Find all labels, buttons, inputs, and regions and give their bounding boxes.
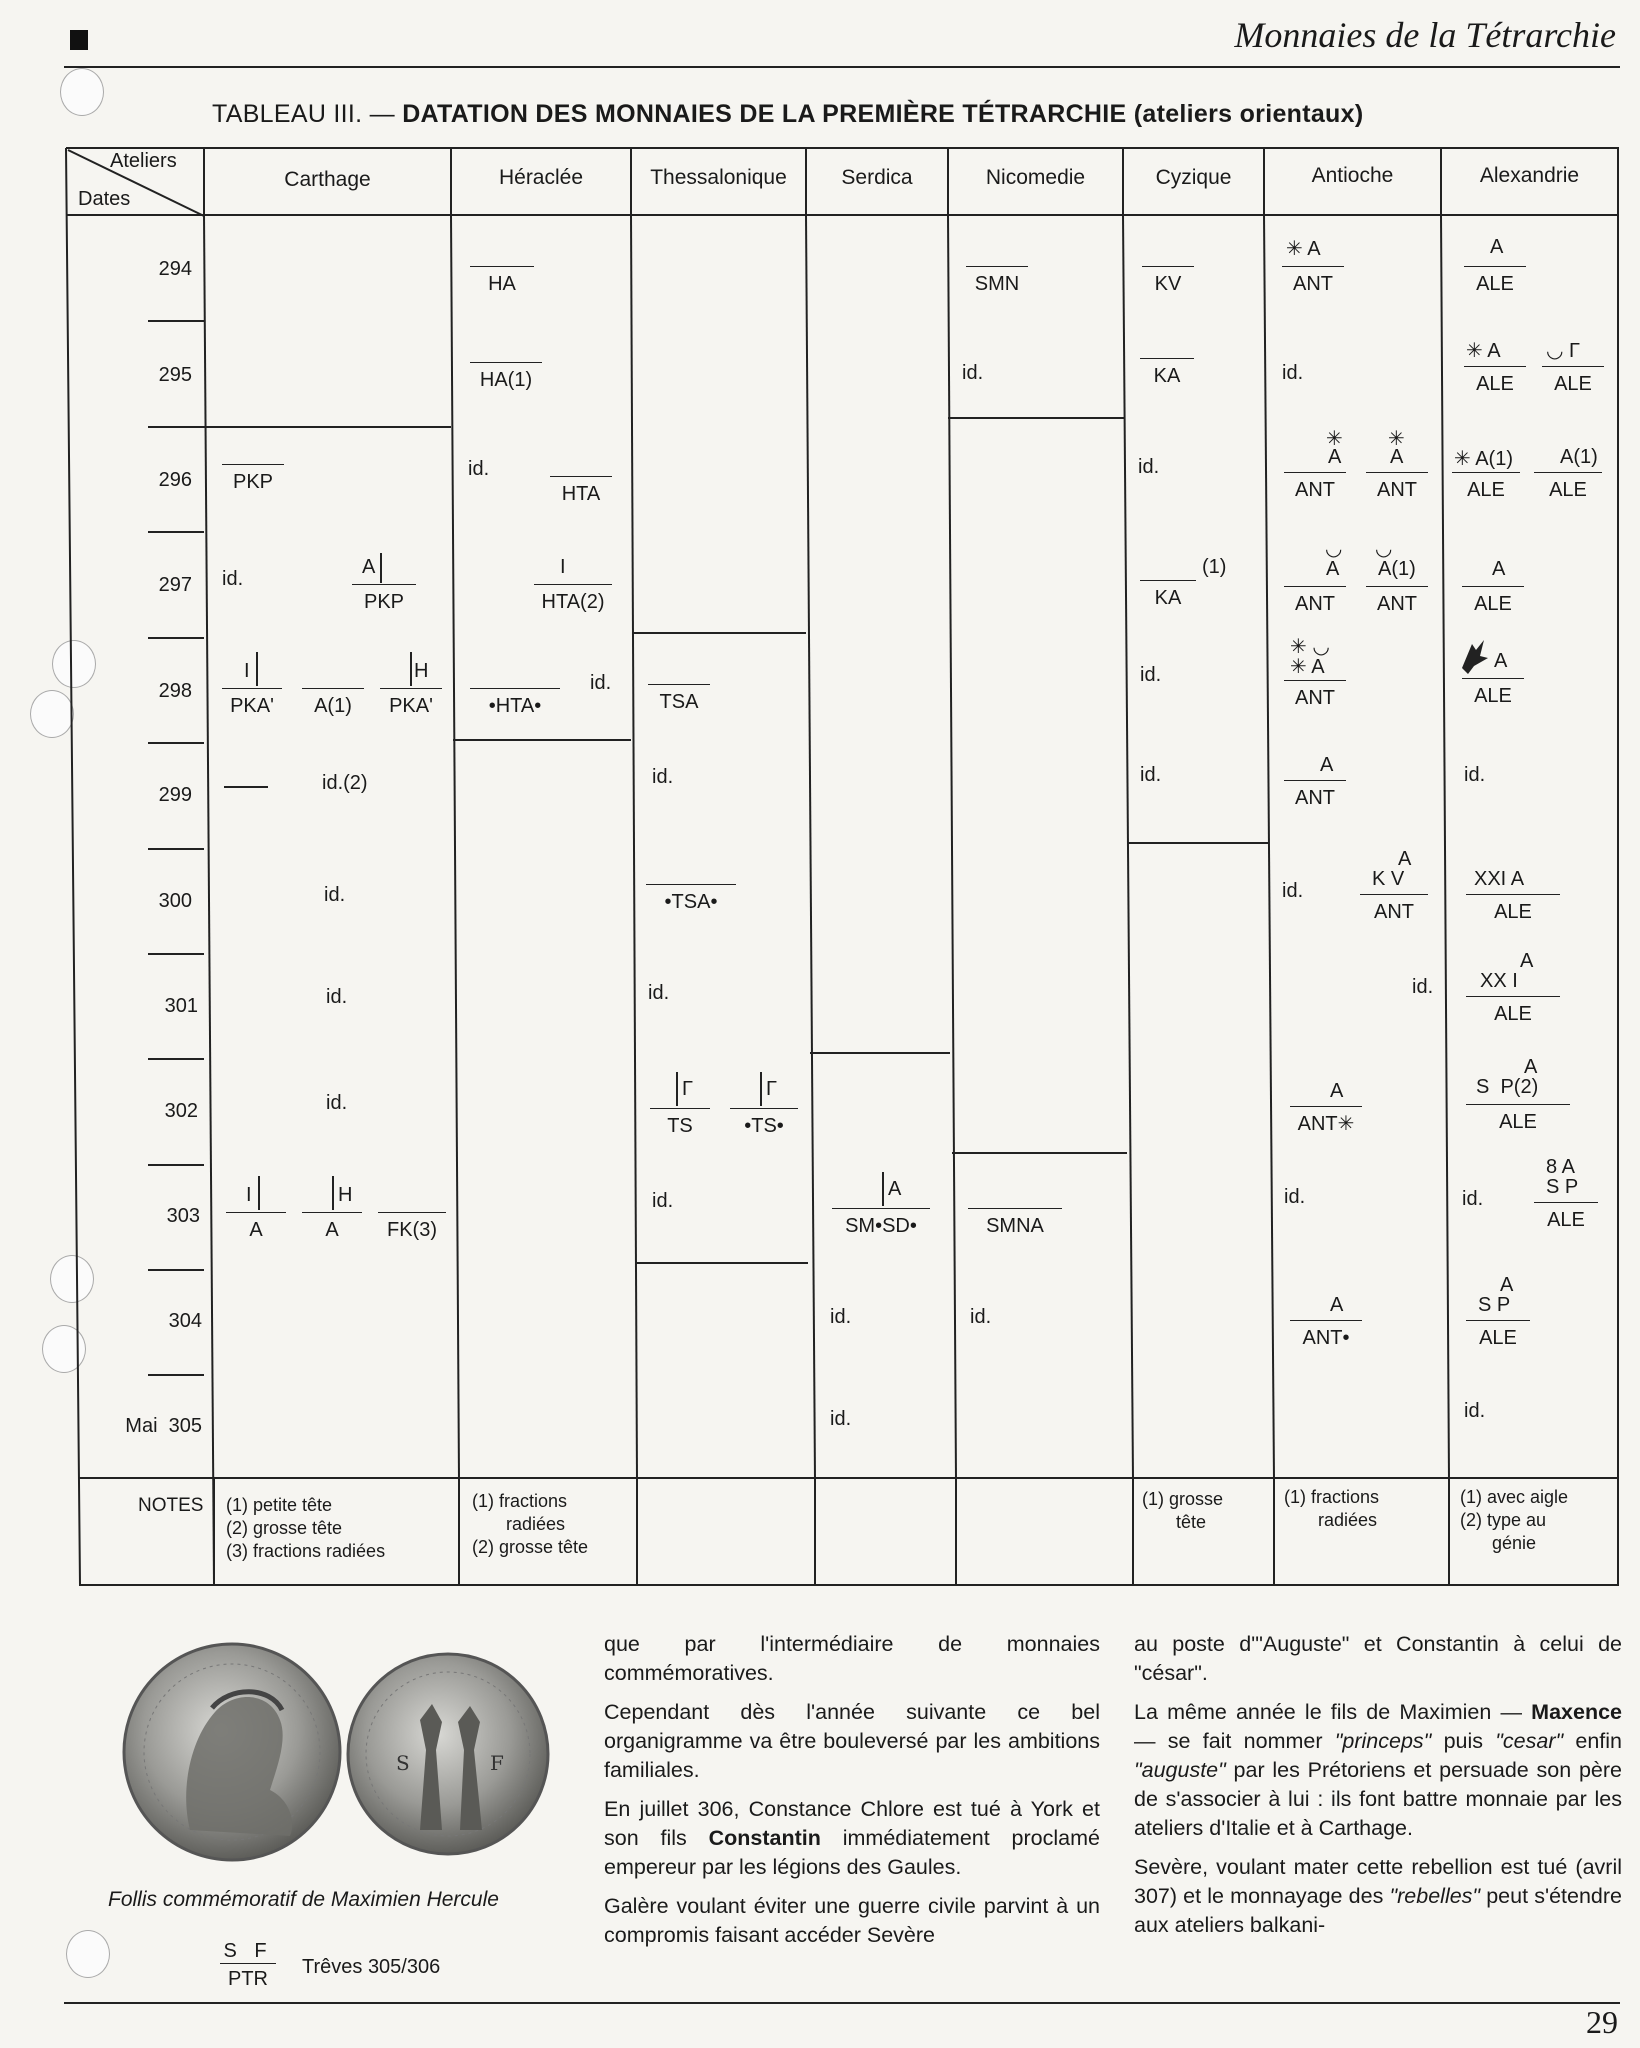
table-caption: TABLEAU III. — DATATION DES MONNAIES DE LA PREMIÈRE TÉTRARCHIE (ateliers orientaux) bbox=[212, 100, 1364, 128]
note-line: (1) grosse bbox=[1142, 1489, 1224, 1509]
mark-carthage-297: PKP bbox=[352, 584, 416, 613]
date-301: 301 bbox=[164, 995, 198, 1017]
mark-alex-303-id: id. bbox=[1462, 1188, 1484, 1210]
mark-cyzique-295: KA bbox=[1140, 358, 1194, 387]
mark-antioche-300-mid: K V bbox=[1372, 868, 1405, 890]
mark-alex-294: ALE bbox=[1464, 266, 1526, 295]
col-header-thessalonique: Thessalonique bbox=[650, 166, 787, 189]
mark-thess-301: id. bbox=[648, 982, 670, 1004]
mark-cyzique-296: id. bbox=[1138, 456, 1160, 478]
notes-label: NOTES bbox=[138, 1495, 204, 1516]
mark-alex-301-mid: XX I bbox=[1480, 970, 1518, 992]
mark-antioche-302: ANT✳ bbox=[1290, 1106, 1362, 1135]
paragraph: au poste d'"Auguste" et Constantin à celui de "césar". bbox=[1134, 1632, 1622, 1685]
eagle-icon bbox=[1458, 636, 1490, 676]
mark-alex-303-mid: S P bbox=[1546, 1176, 1579, 1198]
note-line: (2) grosse tête bbox=[226, 1518, 343, 1538]
punch-hole bbox=[66, 1930, 110, 1978]
mark-heraclee-296: HTA bbox=[550, 476, 612, 505]
paragraph: que par l'intermédiaire de monnaies commémoratives. bbox=[604, 1632, 1100, 1685]
mark-carthage-297-top: A bbox=[362, 556, 376, 578]
text-column-1 bbox=[604, 1630, 1100, 1960]
mark-thess-302b-top: Γ bbox=[766, 1078, 778, 1100]
notes-cyzique bbox=[1142, 1488, 1223, 1534]
mark-thess-302a-top: Γ bbox=[682, 1078, 694, 1100]
mark-antioche-298: ANT bbox=[1284, 680, 1346, 709]
mark-carthage-303b: A bbox=[302, 1212, 362, 1241]
mint-mark-bottom: PTR bbox=[220, 1963, 276, 1991]
paragraph: Sevère, voulant mater cette rebellion est tué (avril 307) et le monnayage des "rebelles" peut s'étendre aux ateliers balkani- bbox=[1134, 1855, 1622, 1937]
mark-carthage-298a: PKA' bbox=[222, 688, 282, 717]
mark-antioche-296b-mid: A bbox=[1390, 446, 1404, 468]
note-line: (1) petite tête bbox=[226, 1495, 333, 1515]
mark-divider bbox=[256, 652, 258, 686]
note-line: (1) avec aigle bbox=[1460, 1487, 1569, 1507]
col-header-alexandrie: Alexandrie bbox=[1479, 164, 1580, 187]
coin-illustration bbox=[120, 1630, 550, 1880]
mark-alex-297-top: A bbox=[1492, 558, 1506, 580]
mark-antioche-296a: ANT bbox=[1284, 472, 1346, 501]
mark-antioche-304: ANT• bbox=[1290, 1320, 1362, 1349]
mark-alex-302: ALE bbox=[1466, 1104, 1570, 1133]
mark-antioche-298-mid: ✳ A bbox=[1290, 656, 1325, 678]
mark-alex-296b: ALE bbox=[1534, 472, 1602, 501]
date-303: 303 bbox=[166, 1205, 200, 1227]
mark-antioche-300-id: id. bbox=[1282, 880, 1304, 902]
mark-antioche-296b-top: ✳ bbox=[1388, 428, 1405, 450]
mark-nicomedie-303: SMNA bbox=[968, 1208, 1062, 1237]
mark-carthage-302: id. bbox=[326, 1092, 348, 1114]
mark-thess-299: id. bbox=[652, 766, 674, 788]
mark-thess-303: id. bbox=[652, 1190, 674, 1212]
date-296: 296 bbox=[158, 469, 192, 491]
mark-nicomedie-295: id. bbox=[962, 362, 984, 384]
mark-antioche-295: id. bbox=[1282, 362, 1304, 384]
mark-antioche-300-top: A bbox=[1398, 848, 1412, 870]
mark-alex-301: ALE bbox=[1466, 996, 1560, 1025]
col-header-heraclee: Héraclée bbox=[498, 166, 584, 189]
mark-alex-295a-top: ✳ A bbox=[1466, 340, 1501, 362]
text-column-2 bbox=[1134, 1630, 1622, 1950]
date-305: Mai 305 bbox=[125, 1415, 202, 1437]
notes-heraclee bbox=[472, 1490, 588, 1559]
mark-line bbox=[224, 786, 268, 788]
date-298: 298 bbox=[158, 680, 192, 702]
mark-alex-295b: ALE bbox=[1542, 366, 1604, 395]
footer-rule bbox=[64, 2002, 1620, 2004]
corner-ateliers: Ateliers bbox=[110, 150, 177, 172]
mark-antioche-302-top: A bbox=[1330, 1080, 1344, 1102]
mark-divider bbox=[760, 1072, 762, 1106]
mark-antioche-294: ANT bbox=[1282, 266, 1344, 295]
mark-nicomedie-294: SMN bbox=[966, 266, 1028, 295]
figure-caption: Follis commémoratif de Maximien Hercule bbox=[108, 1888, 499, 1911]
date-294: 294 bbox=[158, 258, 192, 280]
mark-antioche-297a: ANT bbox=[1284, 586, 1346, 615]
mark-alex-303: ALE bbox=[1534, 1202, 1598, 1231]
mark-alex-298-top: A bbox=[1494, 650, 1508, 672]
note-line: (1) fractions bbox=[1284, 1487, 1380, 1507]
running-title: Monnaies de la Tétrarchie bbox=[1234, 15, 1616, 55]
note-line: génie bbox=[1492, 1533, 1537, 1553]
mark-thess-302a: TS bbox=[650, 1108, 710, 1137]
date-295: 295 bbox=[158, 364, 192, 386]
coin-obverse bbox=[124, 1644, 340, 1860]
mark-alex-300-top: XXI A bbox=[1474, 868, 1525, 890]
mark-alex-296a: ALE bbox=[1452, 472, 1520, 501]
mark-antioche-304-top: A bbox=[1330, 1294, 1344, 1316]
note-line: tête bbox=[1176, 1512, 1207, 1532]
mark-cyzique-297: KA bbox=[1140, 580, 1196, 609]
mark-alex-302-mid: S P(2) bbox=[1476, 1076, 1539, 1098]
mark-antioche-297b: ANT bbox=[1366, 586, 1428, 615]
notes-antioche bbox=[1284, 1486, 1379, 1532]
mark-alex-295a: ALE bbox=[1464, 366, 1526, 395]
mint-mark-top: S F bbox=[223, 1940, 273, 1962]
mark-alex-304: ALE bbox=[1466, 1320, 1530, 1349]
mark-heraclee-295: HA(1) bbox=[470, 362, 542, 391]
mark-alex-297: ALE bbox=[1462, 586, 1524, 615]
mark-alex-305: id. bbox=[1464, 1400, 1486, 1422]
mark-alex-301-top: A bbox=[1520, 950, 1534, 972]
mark-serdica-303-top: A bbox=[888, 1178, 902, 1200]
mark-antioche-297a-top: ◡ bbox=[1326, 538, 1342, 560]
paragraph: La même année le fils de Maximien — Maxence — se fait nommer "princeps" puis "cesar" enfin "auguste" par les Prétoriens et persuade son père de s'associer à lui : ils font battre monnaie par les ateliers d'Italie et à Carthage. bbox=[1134, 1700, 1623, 1840]
mark-thess-298: TSA bbox=[648, 684, 710, 713]
mark-alex-294-top: A bbox=[1490, 236, 1504, 258]
mark-serdica-303: SM•SD• bbox=[832, 1208, 930, 1237]
paragraph: Cependant dès l'année suivante ce bel organigramme va être bouleversé par les ambitions familiales. bbox=[604, 1700, 1100, 1782]
mark-serdica-304: id. bbox=[830, 1306, 852, 1328]
mark-carthage-303a-top: I bbox=[246, 1184, 252, 1206]
svg-text:F: F bbox=[490, 1751, 504, 1775]
mark-serdica-305: id. bbox=[830, 1408, 852, 1430]
mint-mark bbox=[220, 1940, 276, 1991]
mark-cyzique-297-note: (1) bbox=[1202, 556, 1227, 578]
mark-carthage-297-id: id. bbox=[222, 568, 244, 590]
mark-carthage-300: id. bbox=[324, 884, 346, 906]
coin-reverse bbox=[348, 1654, 548, 1854]
mark-heraclee-296-id: id. bbox=[468, 458, 490, 480]
mark-divider bbox=[258, 1176, 260, 1210]
mark-divider bbox=[410, 652, 412, 686]
mark-antioche-303: id. bbox=[1284, 1186, 1306, 1208]
mark-alex-299: id. bbox=[1464, 764, 1486, 786]
mark-alex-303-top: 8 A bbox=[1546, 1156, 1575, 1178]
mark-alex-304-top: A bbox=[1500, 1274, 1514, 1296]
mark-alex-300: ALE bbox=[1466, 894, 1560, 923]
date-304: 304 bbox=[168, 1310, 202, 1332]
mark-carthage-298b: A(1) bbox=[302, 688, 364, 717]
mark-carthage-303b-top: H bbox=[338, 1184, 353, 1206]
mark-heraclee-298-id: id. bbox=[590, 672, 612, 694]
svg-text:S: S bbox=[396, 1751, 410, 1775]
mark-antioche-297a-mid: A bbox=[1326, 558, 1340, 580]
mark-antioche-301-id: id. bbox=[1412, 976, 1434, 998]
mark-heraclee-297-top: I bbox=[560, 556, 566, 578]
paragraph: Galère voulant éviter une guerre civile parvint à un compromis faisant accéder Sevère bbox=[604, 1894, 1100, 1947]
page-number: 29 bbox=[1586, 2004, 1618, 2040]
mark-heraclee-297: HTA(2) bbox=[534, 584, 612, 613]
col-header-cyzique: Cyzique bbox=[1155, 166, 1232, 189]
corner-dates: Dates bbox=[78, 188, 131, 210]
date-297: 297 bbox=[158, 574, 192, 596]
mark-antioche-299-top: A bbox=[1320, 754, 1334, 776]
mark-antioche-297b-mid: A(1) bbox=[1378, 558, 1416, 580]
mark-alex-296b-top: A(1) bbox=[1560, 446, 1598, 468]
date-300: 300 bbox=[158, 890, 192, 912]
mark-carthage-303a: A bbox=[226, 1212, 286, 1241]
mark-thess-302b: •TS• bbox=[730, 1108, 798, 1137]
mark-divider bbox=[676, 1072, 678, 1106]
mark-cyzique-299: id. bbox=[1140, 764, 1162, 786]
mark-heraclee-294: HA bbox=[470, 266, 534, 295]
date-299: 299 bbox=[158, 784, 192, 806]
mark-carthage-299: id.(2) bbox=[322, 772, 368, 794]
note-line: radiées bbox=[506, 1514, 566, 1534]
mark-alex-304-mid: S P bbox=[1478, 1294, 1511, 1316]
note-line: (3) fractions radiées bbox=[226, 1541, 386, 1561]
mark-carthage-301: id. bbox=[326, 986, 348, 1008]
mark-divider bbox=[882, 1172, 884, 1206]
mark-antioche-300: ANT bbox=[1360, 894, 1428, 923]
mark-divider bbox=[332, 1176, 334, 1210]
mark-antioche-298-top: ✳ ◡ bbox=[1290, 636, 1330, 658]
paragraph: En juillet 306, Constance Chlore est tué à York et son fils Constantin immédiatement proclamé empereur par les légions des Gaules. bbox=[604, 1797, 1100, 1879]
mark-antioche-294-top: ✳ A bbox=[1286, 238, 1321, 260]
notes-alexandrie bbox=[1460, 1486, 1568, 1555]
date-302: 302 bbox=[164, 1100, 198, 1122]
note-line: (2) grosse tête bbox=[472, 1537, 589, 1557]
notes-carthage bbox=[226, 1494, 385, 1563]
mint-mark-label: Trêves 305/306 bbox=[302, 1956, 441, 1978]
mark-antioche-299: ANT bbox=[1284, 780, 1346, 809]
col-header-nicomedie: Nicomedie bbox=[985, 166, 1086, 189]
mark-cyzique-294: KV bbox=[1142, 266, 1194, 295]
note-line: radiées bbox=[1318, 1510, 1378, 1530]
mark-alex-296a-top: ✳ A(1) bbox=[1454, 448, 1513, 470]
mark-cyzique-298: id. bbox=[1140, 664, 1162, 686]
mark-antioche-297b-top: ◡ bbox=[1376, 538, 1392, 560]
mark-alex-295b-top: ◡ Γ bbox=[1546, 340, 1581, 362]
mark-thess-300: •TSA• bbox=[646, 884, 736, 913]
mark-carthage-296: PKP bbox=[222, 464, 284, 493]
col-header-antioche: Antioche bbox=[1311, 164, 1394, 187]
mark-nicomedie-304: id. bbox=[970, 1306, 992, 1328]
mark-heraclee-298: •HTA• bbox=[470, 688, 560, 717]
mark-alex-298: ALE bbox=[1462, 678, 1524, 707]
note-line: (2) type au bbox=[1460, 1510, 1547, 1530]
mark-carthage-298c: PKA' bbox=[380, 688, 442, 717]
mark-carthage-298a-top: I bbox=[244, 660, 250, 682]
col-header-carthage: Carthage bbox=[284, 168, 371, 191]
mark-carthage-303c: FK(3) bbox=[378, 1212, 446, 1241]
mark-antioche-296a-top: ✳ bbox=[1326, 428, 1343, 450]
mark-carthage-298c-top: H bbox=[414, 660, 429, 682]
mark-alex-302-top: A bbox=[1524, 1056, 1538, 1078]
col-header-serdica: Serdica bbox=[841, 166, 913, 189]
mark-divider bbox=[380, 553, 382, 583]
note-line: (1) fractions bbox=[472, 1491, 568, 1511]
mark-antioche-296b: ANT bbox=[1366, 472, 1428, 501]
mark-antioche-296a-mid: A bbox=[1328, 446, 1342, 468]
